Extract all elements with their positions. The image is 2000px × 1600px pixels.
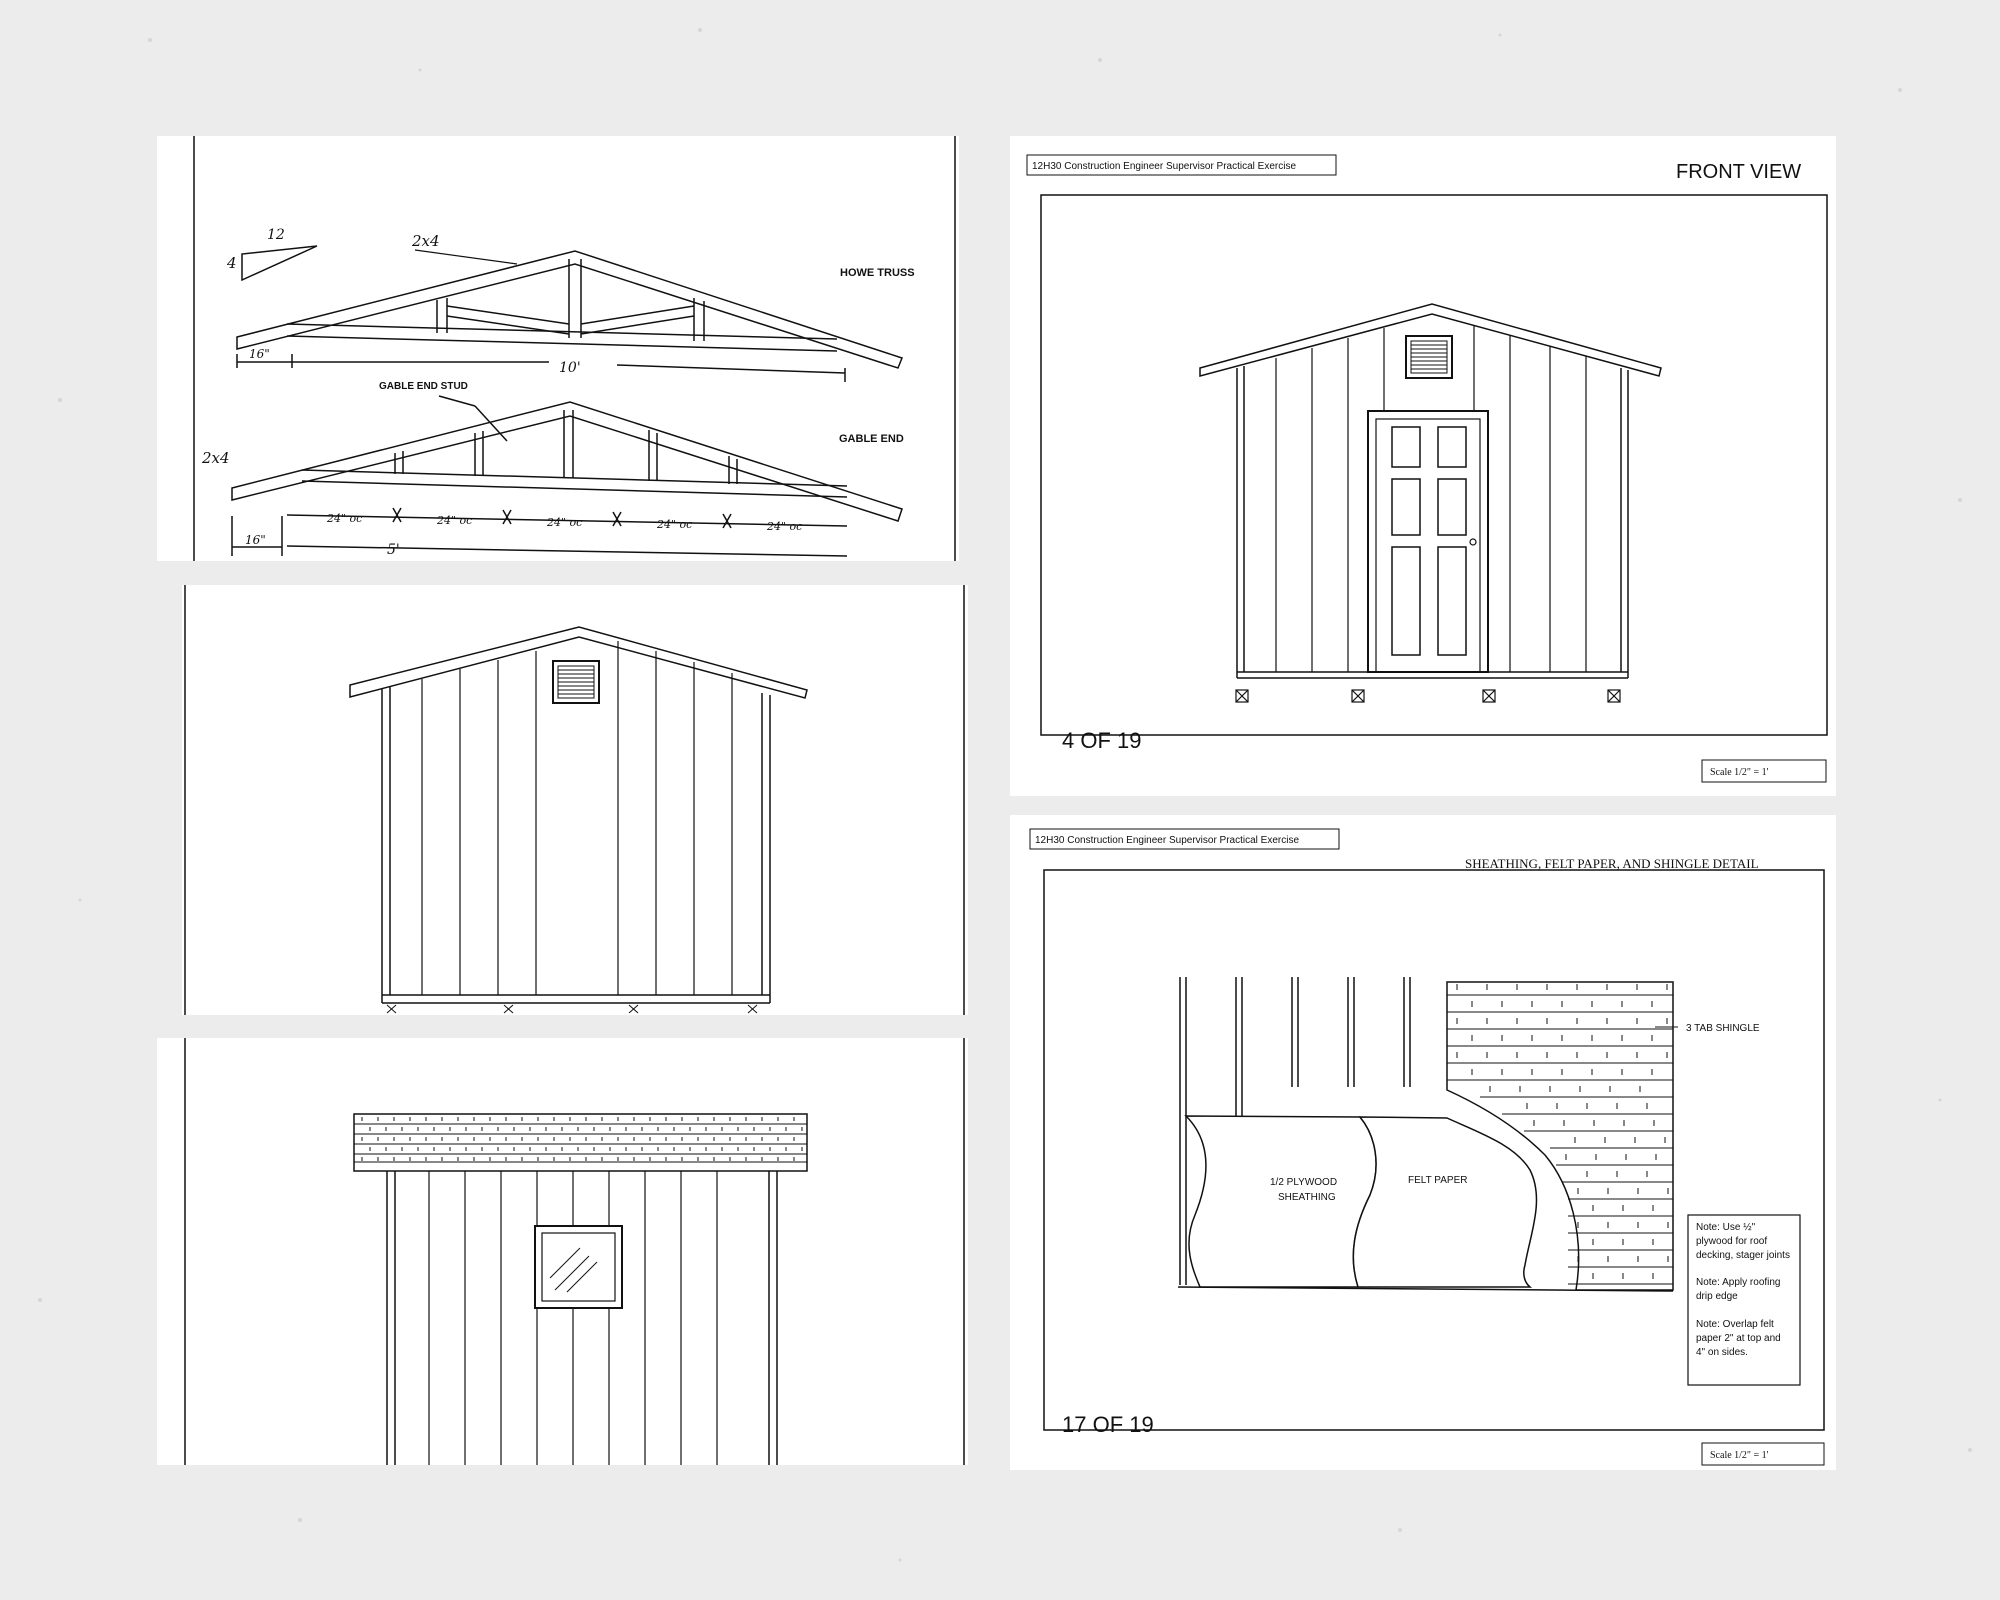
page-label: 4 OF 19 [1062,728,1142,753]
spacing-label-1: 24" oc [327,512,363,525]
shingle-label: 3 TAB SHINGLE [1686,1023,1760,1034]
scale-label: Scale 1/2" = 1' [1710,767,1769,778]
front-view-drawing [1010,136,1836,796]
window-elevation-sheet [157,1038,968,1465]
header-tag: 12H30 Construction Engineer Supervisor Practical Exercise [1035,835,1300,846]
note-line: drip edge [1696,1291,1738,1302]
window-icon [535,1226,622,1308]
pitch-rise-label: 4 [227,254,237,272]
sheet-title: FRONT VIEW [1676,161,1802,183]
door-icon [1368,411,1488,672]
spacing-label-5: 24" oc [767,520,803,533]
felt-paper-layer [1353,1117,1536,1287]
half-span-label: 5' [387,542,400,558]
page-label: 17 OF 19 [1062,1412,1154,1437]
note-line: plywood for roof [1696,1236,1768,1247]
truss-drawing [157,136,959,561]
spacing-label-4: 24" oc [657,518,693,531]
overhang-label: 16" [249,347,270,361]
roof-fascia [350,627,807,698]
window-elevation-drawing [157,1038,968,1465]
top-member-label: 2x4 [412,232,440,250]
front-view-sheet [1010,136,1836,796]
gable-end-label: GABLE END [839,433,904,445]
shingle-detail-drawing [1010,815,1836,1470]
span-label: 10' [559,360,581,376]
pitch-run-label: 12 [267,227,285,243]
gable-stud-label: GABLE END STUD [379,381,468,392]
sheet-title: SHEATHING, FELT PAPER, AND SHINGLE DETAIL [1465,856,1759,871]
note-line: Note: Apply roofing [1696,1277,1781,1288]
shingle-detail-sheet [1010,815,1836,1470]
vent-icon [1406,336,1452,378]
gable-member-label: 2x4 [202,449,230,467]
note-line: Note: Overlap felt [1696,1319,1774,1330]
pitch-triangle [242,246,317,280]
note-line: decking, stager joints [1696,1250,1790,1261]
note-line: paper 2" at top and [1696,1333,1781,1344]
spacing-label-2: 24" oc [437,514,473,527]
shingle-roof-edge [354,1114,807,1171]
spacing-label-3: 24" oc [547,516,583,529]
truss-detail-sheet [157,136,959,561]
side-elevation-sheet [182,585,968,1015]
plywood-label-line2: SHEATHING [1278,1192,1336,1203]
gable-overhang-label: 16" [245,533,266,547]
plywood-label-line1: 1/2 PLYWOOD [1270,1177,1338,1188]
scale-label: Scale 1/2" = 1' [1710,1450,1769,1461]
skid-blocks [387,1005,757,1013]
note-line: Note: Use ½" [1696,1222,1756,1233]
skid-blocks [1236,690,1620,702]
howe-truss-label: HOWE TRUSS [840,267,915,279]
felt-label: FELT PAPER [1408,1175,1468,1186]
board-and-batten-siding [429,1171,717,1465]
side-elevation-drawing [182,585,968,1015]
vent-icon [553,661,599,703]
note-line: 4" on sides. [1696,1347,1748,1358]
header-tag: 12H30 Construction Engineer Supervisor Practical Exercise [1032,161,1297,172]
